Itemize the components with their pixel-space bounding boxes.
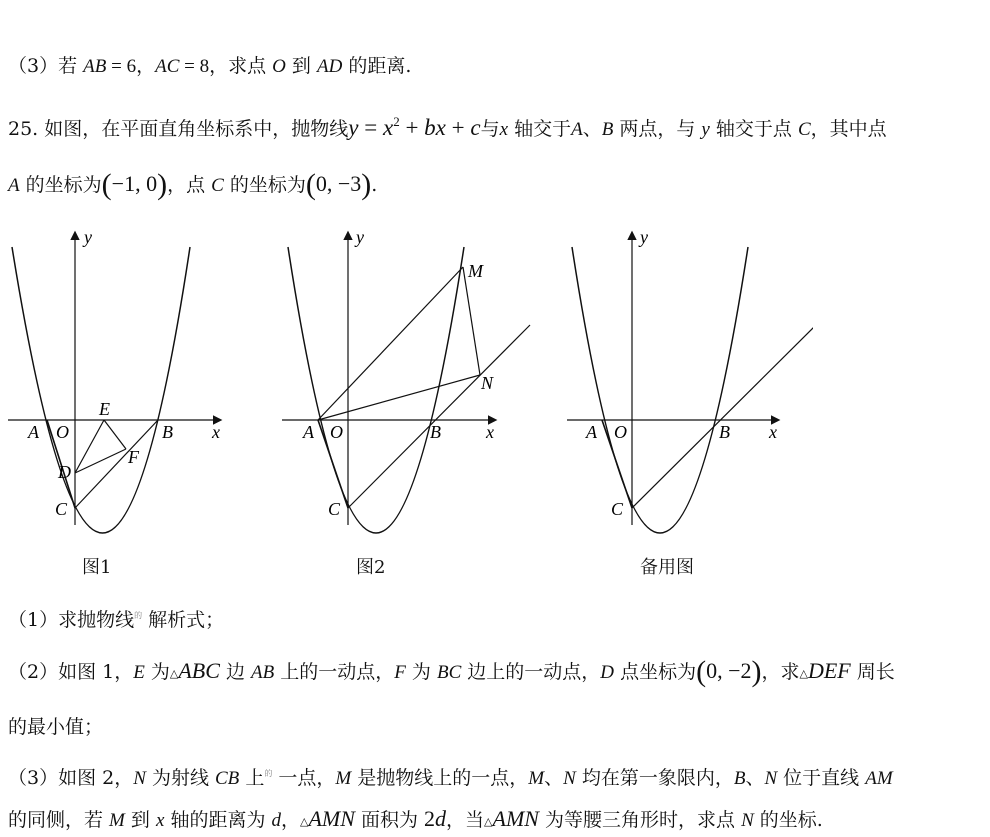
label-M: M	[468, 261, 483, 281]
label-D: D	[58, 462, 71, 482]
figure-1	[0, 225, 240, 545]
label-E: E	[99, 399, 110, 419]
label-A: A	[586, 422, 597, 442]
segment-DF	[75, 449, 126, 473]
segment-AN	[318, 375, 480, 420]
problem-24-part3: （3）若 AB = 6，AC = 8，求点 O 到 AD 的距离.	[8, 55, 412, 77]
label-C: C	[611, 499, 624, 519]
label-A: A	[303, 422, 314, 442]
parabola	[572, 247, 748, 533]
label-C: C	[55, 499, 68, 519]
segment-MN	[463, 267, 480, 375]
part-3: （3）如图 2，N 为射线 CB 上$^的$ 一点，M 是抛物线上的一点，M、N 均在第一象限内，B、N 位于直线 AM	[8, 767, 893, 789]
label-x: x	[212, 422, 220, 442]
problem-25-coordinates: A 的坐标为(−1, 0)，点 C 的坐标为(0, −3).	[8, 168, 378, 201]
label-A: A	[28, 422, 39, 442]
caption-figure-1: 图1	[82, 557, 112, 578]
parabola	[288, 247, 464, 533]
ray-CB	[348, 325, 530, 508]
ray-CB	[632, 325, 813, 508]
parabola	[12, 247, 190, 533]
part-2: （2）如图 1，E 为△ABC 边 AB 上的一动点，F 为 BC 边上的一动点，D 点坐标为(0, −2)，求△DEF 周长	[8, 655, 895, 688]
figure-2	[270, 225, 540, 545]
label-B: B	[719, 422, 730, 442]
part-2-continued: 的最小值；	[8, 716, 104, 738]
label-B: B	[162, 422, 173, 442]
caption-figure-2: 图2	[356, 557, 386, 578]
segment-AM	[318, 267, 463, 420]
figure-spare	[553, 225, 813, 545]
label-O: O	[56, 422, 69, 442]
label-N: N	[481, 373, 494, 393]
label-C: C	[328, 499, 341, 519]
label-O: O	[614, 422, 627, 442]
segment-EF	[104, 420, 126, 449]
label-x: x	[769, 422, 777, 442]
part-1: （1）求抛物线$^的$ 解析式；	[8, 609, 225, 631]
part-3-continued: 的同侧，若 M 到 x 轴的距离为 d，△AMN 面积为 2d，当△AMN 为等腰三角形时，求点 N 的坐标.	[8, 806, 823, 831]
label-x: x	[486, 422, 494, 442]
label-y: y	[356, 227, 364, 247]
label-F: F	[128, 447, 139, 467]
label-y: y	[640, 227, 648, 247]
label-y: y	[84, 227, 92, 247]
label-O: O	[330, 422, 343, 442]
label-B: B	[430, 422, 441, 442]
problem-25-intro: 25. 如图，在平面直角坐标系中，抛物线$y = x^2$ + bx + c与x 轴交于A、B 两点，与 y 轴交于点 C，其中点	[8, 114, 887, 140]
caption-figure-spare: 备用图	[640, 557, 694, 578]
segment-DE	[75, 420, 104, 473]
